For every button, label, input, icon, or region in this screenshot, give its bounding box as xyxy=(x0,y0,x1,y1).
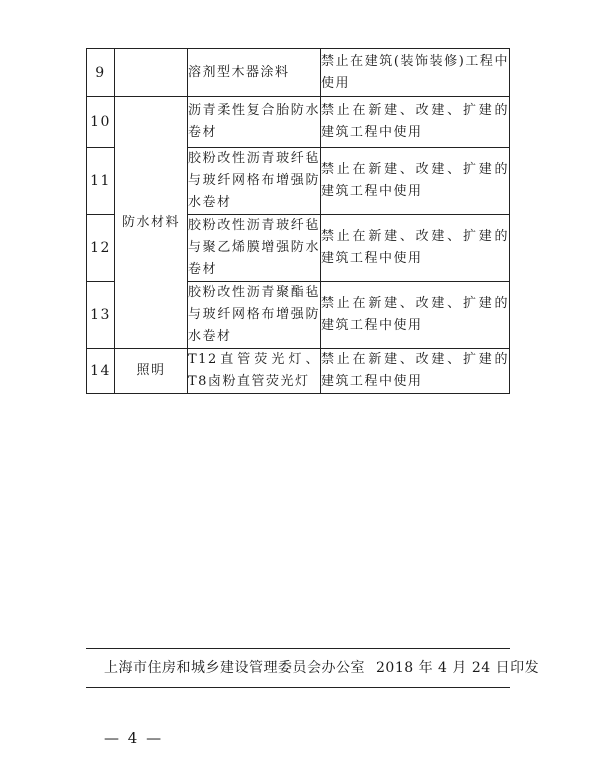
restriction-cell: 禁止在新建、改建、扩建的建筑工程中使用 xyxy=(321,215,510,282)
product-cell: 溶剂型木器涂料 xyxy=(188,49,321,97)
restricted-materials-table xyxy=(86,48,510,394)
table-row xyxy=(87,97,510,148)
issuing-office: 上海市住房和城乡建设管理委员会办公室 xyxy=(104,660,365,676)
restriction-cell: 禁止在新建、改建、扩建的建筑工程中使用 xyxy=(321,282,510,349)
footer-bottom-rule xyxy=(86,687,510,688)
product-cell: 胶粉改性沥青聚酯毡与玻纤网格布增强防水卷材 xyxy=(188,282,321,349)
restriction-cell: 禁止在新建、改建、扩建的建筑工程中使用 xyxy=(321,97,510,148)
row-number: 10 xyxy=(87,97,115,148)
row-number: 13 xyxy=(87,282,115,349)
category-cell: 照明 xyxy=(115,349,188,394)
footer-top-rule xyxy=(86,648,510,649)
restriction-cell: 禁止在新建、改建、扩建的建筑工程中使用 xyxy=(321,349,510,394)
table-row xyxy=(87,349,510,394)
row-number: 11 xyxy=(87,148,115,215)
product-cell: T12直管荧光灯、T8卤粉直管荧光灯 xyxy=(188,349,321,394)
table-row xyxy=(87,49,510,97)
restriction-cell: 禁止在新建、改建、扩建的建筑工程中使用 xyxy=(321,148,510,215)
row-number: 9 xyxy=(87,49,115,97)
row-number: 14 xyxy=(87,349,115,394)
row-number: 12 xyxy=(87,215,115,282)
restriction-cell: 禁止在建筑(装饰装修)工程中使用 xyxy=(321,49,510,97)
product-cell: 胶粉改性沥青玻纤毡与聚乙烯膜增强防水卷材 xyxy=(188,215,321,282)
page-number: — 4 — xyxy=(104,729,164,747)
product-cell: 沥青柔性复合胎防水卷材 xyxy=(188,97,321,148)
issue-date: 2018 年 4 月 24 日印发 xyxy=(376,660,540,676)
category-cell: 防水材料 xyxy=(115,97,188,349)
product-cell: 胶粉改性沥青玻纤毡与玻纤网格布增强防水卷材 xyxy=(188,148,321,215)
category-cell xyxy=(115,49,188,97)
